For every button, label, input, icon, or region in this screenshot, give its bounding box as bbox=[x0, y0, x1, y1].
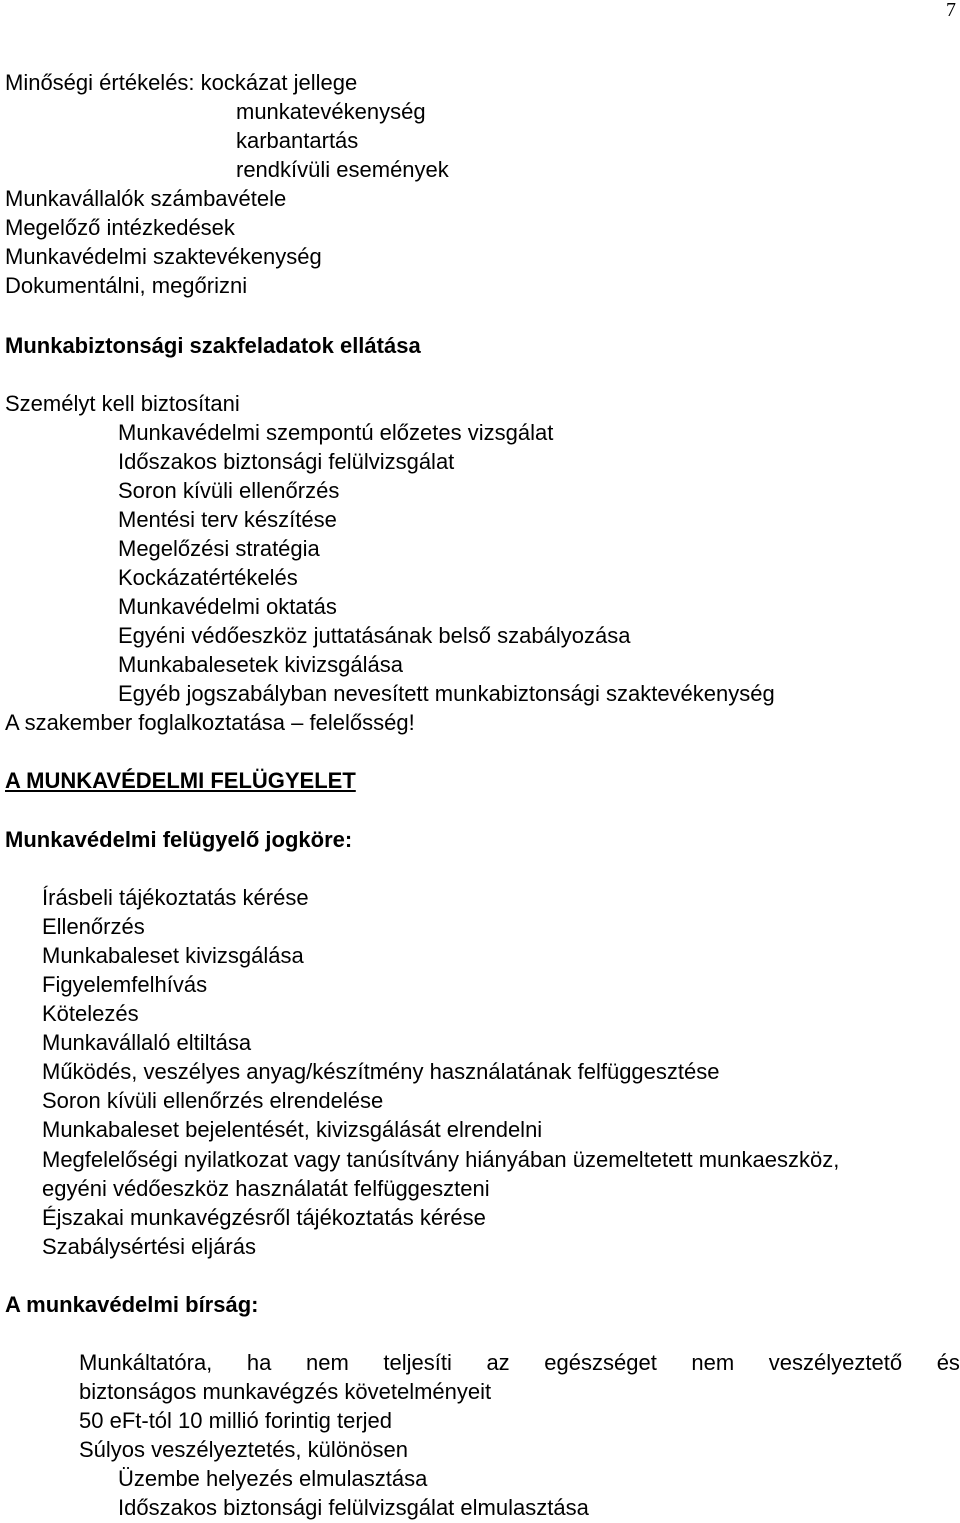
safety-tasks-heading: Munkabiztonsági szakfeladatok ellátása bbox=[5, 333, 421, 358]
inspector-power-item: Működés, veszélyes anyag/készítmény használatának felfüggesztése bbox=[42, 1059, 720, 1084]
fine-line: Súlyos veszélyeztetés, különösen bbox=[79, 1437, 408, 1462]
fine-heading: A munkavédelmi bírság: bbox=[5, 1292, 259, 1317]
inspector-power-item: Munkavállaló eltiltása bbox=[42, 1030, 252, 1055]
qualitative-assessment-label: Minőségi értékelés: kockázat jellege bbox=[5, 70, 358, 95]
safety-task-item: Kockázatértékelés bbox=[118, 565, 298, 590]
fine-word: és bbox=[936, 1350, 960, 1375]
fine-line: 50 eFt-tól 10 millió forintig terjed bbox=[79, 1408, 393, 1433]
fine-word: egészséget bbox=[544, 1350, 657, 1375]
inspector-power-item: Ellenőrzés bbox=[42, 914, 145, 939]
risk-sub-item: munkatevékenység bbox=[236, 99, 426, 124]
risk-sub-item: rendkívüli események bbox=[236, 157, 449, 182]
risk-item: Dokumentálni, megőrizni bbox=[5, 273, 248, 298]
fine-word: veszélyeztető bbox=[768, 1350, 903, 1375]
fine-word: Munkáltatóra, bbox=[79, 1350, 213, 1375]
inspector-power-item: Figyelemfelhívás bbox=[42, 972, 208, 997]
inspector-power-item: Megfelelőségi nyilatkozat vagy tanúsítvány hiányában üzemeltetett munkaeszköz, bbox=[42, 1147, 840, 1172]
inspector-power-item: Soron kívüli ellenőrzés elrendelése bbox=[42, 1088, 384, 1113]
risk-item: Munkavédelmi szaktevékenység bbox=[5, 244, 322, 269]
page-number: 7 bbox=[946, 0, 956, 21]
safety-tasks-closing: A szakember foglalkoztatása – felelősség! bbox=[5, 710, 415, 735]
inspector-power-item: Kötelezés bbox=[42, 1001, 139, 1026]
inspector-power-item: egyéni védőeszköz használatát felfüggeszteni bbox=[42, 1176, 490, 1201]
fine-word: teljesíti bbox=[383, 1350, 452, 1375]
inspector-power-item: Munkabaleset kivizsgálása bbox=[42, 943, 304, 968]
safety-task-item: Munkavédelmi oktatás bbox=[118, 594, 337, 619]
inspector-powers-heading: Munkavédelmi felügyelő jogköre: bbox=[5, 827, 353, 852]
fine-line: biztonságos munkavégzés követelményeit bbox=[79, 1379, 492, 1404]
fine-word: ha bbox=[246, 1350, 272, 1375]
inspector-power-item: Éjszakai munkavégzésről tájékoztatás kérése bbox=[42, 1205, 486, 1230]
safety-task-item: Egyéb jogszabályban nevesített munkabiztonsági szaktevékenység bbox=[118, 681, 775, 706]
fine-word: nem bbox=[691, 1350, 735, 1375]
fine-word: az bbox=[486, 1350, 510, 1375]
inspection-title: A MUNKAVÉDELMI FELÜGYELET bbox=[5, 768, 356, 793]
safety-task-item: Egyéni védőeszköz juttatásának belső szabályozása bbox=[118, 623, 631, 648]
safety-tasks-intro: Személyt kell biztosítani bbox=[5, 391, 240, 416]
safety-task-item: Munkabalesetek kivizsgálása bbox=[118, 652, 403, 677]
inspector-power-item: Munkabaleset bejelentését, kivizsgálását elrendelni bbox=[42, 1117, 543, 1142]
safety-task-item: Munkavédelmi szempontú előzetes vizsgálat bbox=[118, 420, 554, 445]
safety-task-item: Soron kívüli ellenőrzés bbox=[118, 478, 340, 503]
fine-sub-item: Üzembe helyezés elmulasztása bbox=[118, 1466, 428, 1491]
fine-sub-item: Időszakos biztonsági felülvizsgálat elmulasztása bbox=[118, 1495, 589, 1520]
risk-item: Munkavállalók számbavétele bbox=[5, 186, 287, 211]
inspector-power-item: Szabálysértési eljárás bbox=[42, 1234, 256, 1259]
safety-task-item: Mentési terv készítése bbox=[118, 507, 337, 532]
fine-justified-line bbox=[79, 1350, 960, 1376]
safety-task-item: Időszakos biztonsági felülvizsgálat bbox=[118, 449, 455, 474]
risk-sub-item: karbantartás bbox=[236, 128, 359, 153]
safety-task-item: Megelőzési stratégia bbox=[118, 536, 320, 561]
risk-item: Megelőző intézkedések bbox=[5, 215, 235, 240]
fine-word: nem bbox=[305, 1350, 349, 1375]
inspector-power-item: Írásbeli tájékoztatás kérése bbox=[42, 885, 309, 910]
